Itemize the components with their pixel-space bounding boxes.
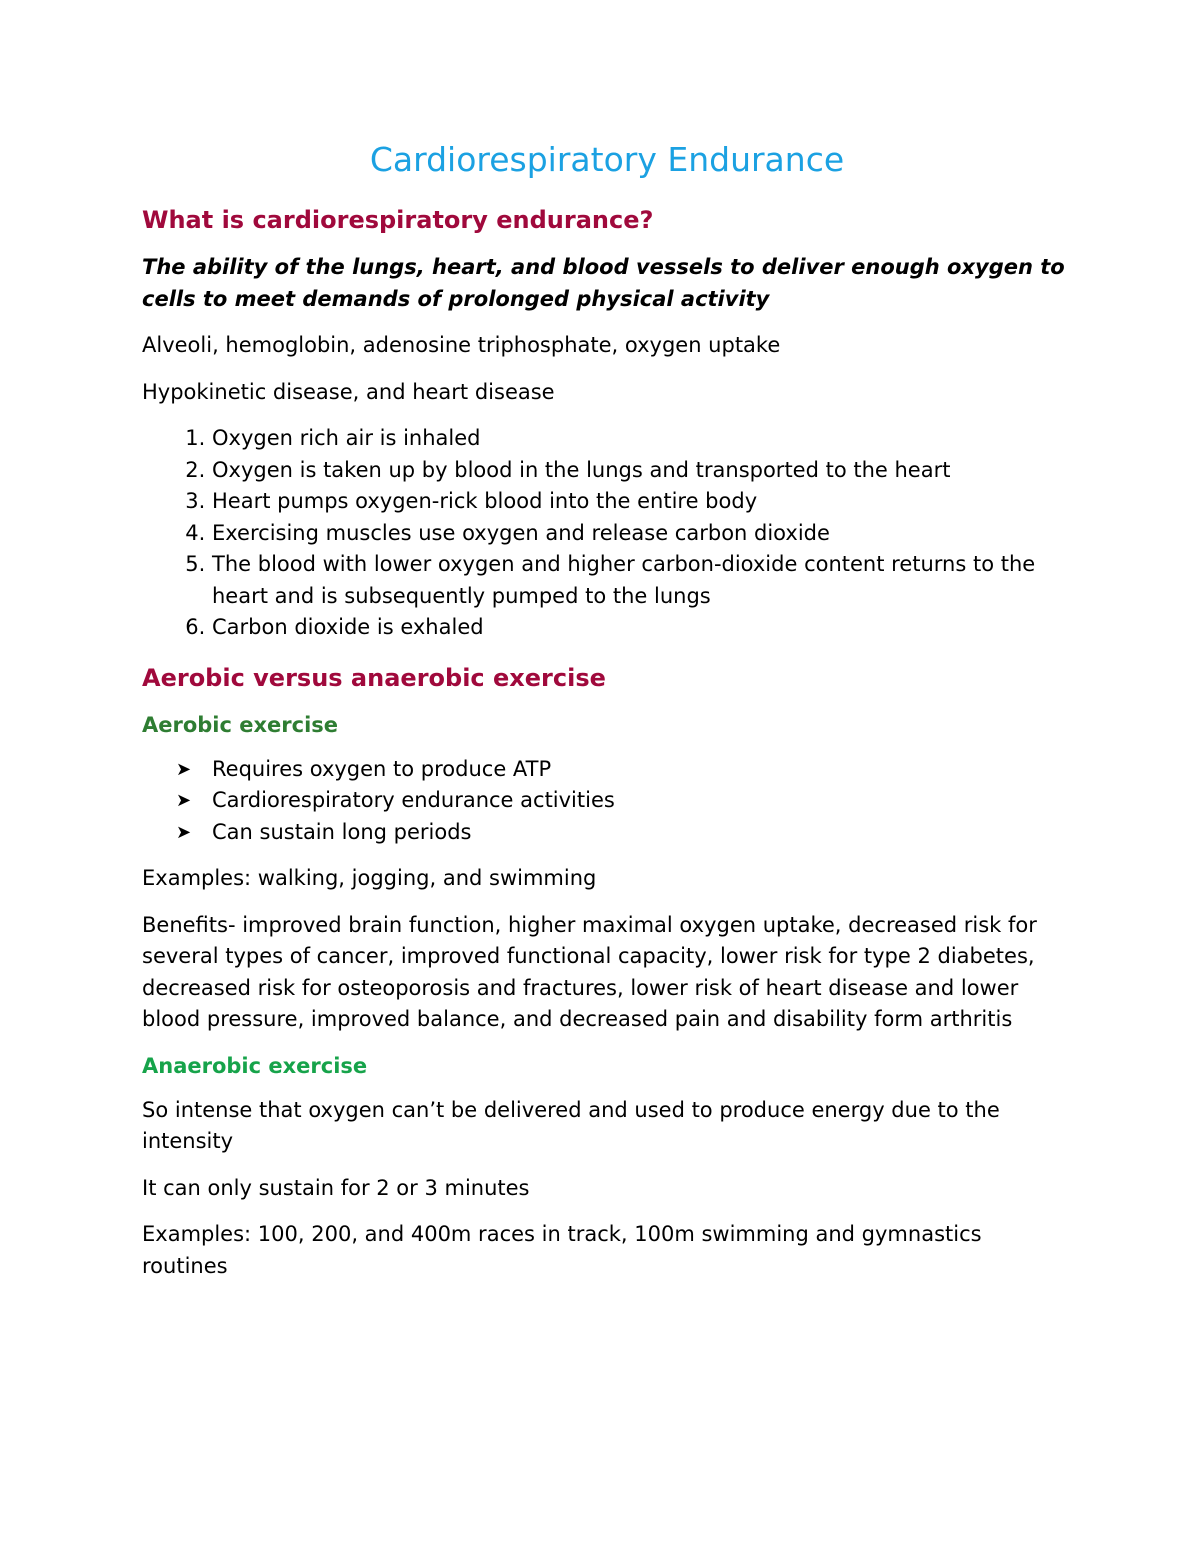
anaerobic-description-text: So intense that oxygen can’t be delivered and used to produce energy due to the intensity (142, 1097, 1000, 1153)
arrow-bullet-icon: ➤ (176, 821, 192, 843)
terms-text: Alveoli, hemoglobin, adenosine triphosphate, oxygen uptake (142, 333, 781, 357)
section-heading-aerobic-vs-anaerobic: Aerobic versus anaerobic exercise (142, 663, 606, 692)
arrow-bullet-icon: ➤ (176, 758, 192, 780)
anaerobic-examples-text: Examples: 100, 200, and 400m races in track, 100m swimming and gymnastics routines (142, 1222, 982, 1278)
subheading-anaerobic: Anaerobic exercise (142, 1053, 368, 1078)
arrow-bullet-icon: ➤ (176, 790, 192, 811)
definition-text: The ability of the lungs, heart, and blood vessels to deliver enough oxygen to cells to meet demands of prolonged physical activity (142, 255, 1065, 311)
list-item-text: Can sustain long periods (212, 819, 472, 844)
list-item (142, 817, 1072, 849)
list-item (142, 785, 1072, 817)
list-item-text: Requires oxygen to produce ATP (212, 756, 552, 781)
list-item: 4. Exercising muscles use oxygen and release carbon dioxide (212, 518, 1072, 550)
list-item: 6. Carbon dioxide is exhaled (212, 612, 1072, 644)
page-title: Cardiorespiratory Endurance (369, 140, 845, 179)
anaerobic-duration-text: It can only sustain for 2 or 3 minutes (142, 1175, 530, 1200)
list-item: 1. Oxygen rich air is inhaled (212, 423, 1072, 455)
list-item: 2. Oxygen is taken up by blood in the lungs and transported to the heart (212, 455, 1072, 487)
process-steps-list (142, 423, 1072, 644)
list-item-text: Cardiorespiratory endurance activities (212, 788, 615, 812)
aerobic-bullet-list (142, 754, 1072, 849)
list-item: 3. Heart pumps oxygen-rick blood into the entire body (212, 486, 1072, 518)
list-item (142, 754, 1072, 786)
subheading-aerobic: Aerobic exercise (142, 712, 339, 737)
section-heading-what-is: What is cardiorespiratory endurance? (142, 206, 654, 234)
document-page (142, 138, 1072, 1297)
list-item: 5. The blood with lower oxygen and higher carbon-dioxide content returns to the heart and is subsequently pumped to the lungs (212, 549, 1072, 612)
aerobic-examples-text: Examples: walking, jogging, and swimming (142, 866, 597, 890)
aerobic-benefits-text: Benefits- improved brain function, higher maximal oxygen uptake, decreased risk for several types of cancer, improved functional capacity, lower risk for type 2 diabetes, decreased risk for osteoporosis and fractures, lower risk of heart disease and lower blood pressure, improved balance, and decreased pain and disability form arthritis (142, 912, 1037, 1031)
diseases-text: Hypokinetic disease, and heart disease (142, 379, 555, 404)
